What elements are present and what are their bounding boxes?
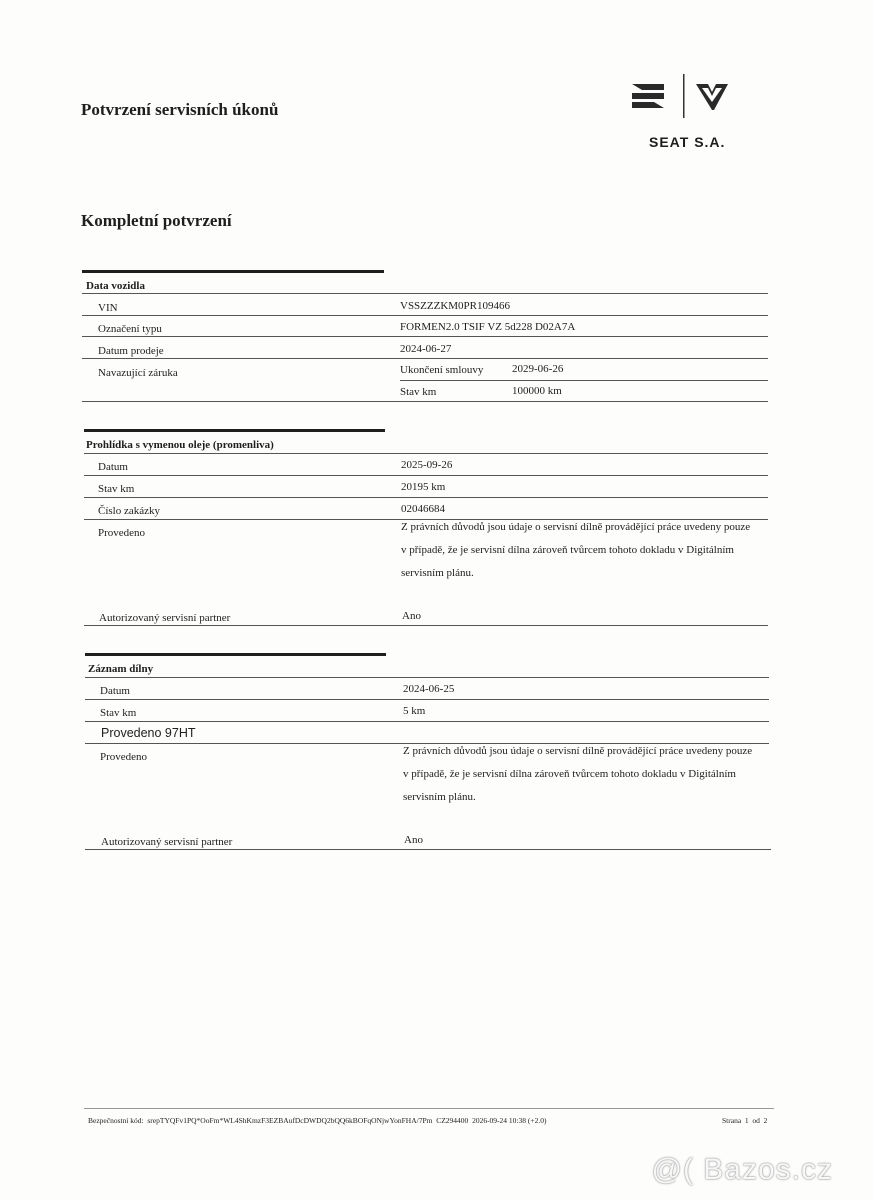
section-rule-vehicle: [82, 270, 384, 273]
footer-divider: [84, 1108, 774, 1109]
divider: [85, 699, 769, 700]
workshop-done-note: [403, 740, 773, 809]
divider: [84, 497, 768, 498]
inspection-done-label: Provedeno: [98, 527, 146, 539]
workshop-partner-label: Autorizovaný servisní partner: [101, 836, 233, 848]
footer-security: [88, 1116, 547, 1125]
divider: [84, 475, 768, 476]
divider: [84, 453, 768, 454]
divider: [82, 401, 768, 402]
note-line: v případě, že je servisní dílna zároveň tvůrcem tohoto dokladu v Digitálním: [403, 768, 736, 780]
sale-date-label: Datum prodeje: [98, 345, 164, 357]
divider: [85, 721, 769, 722]
bazos-watermark: @( Bazos.cz: [651, 1153, 833, 1186]
note-line: servisním plánu.: [403, 791, 476, 803]
note-line: Z právních důvodů jsou údaje o servisní dílně provádějící práce uvedeny pouze: [401, 521, 751, 533]
inspection-date-value: 2025-09-26: [401, 459, 453, 471]
section-rule-inspection: [84, 429, 385, 432]
warranty-label: Navazující záruka: [98, 367, 178, 379]
workshop-date-value: 2024-06-25: [403, 683, 455, 695]
vin-value: VSSZZZKM0PR109466: [400, 300, 511, 312]
type-label: Označení typu: [98, 323, 162, 335]
sale-date-value: 2024-06-27: [400, 343, 452, 355]
warranty-km-label: Stav km: [400, 386, 437, 398]
workshop-done-label: Provedeno: [100, 751, 148, 763]
inspection-done-note: [401, 516, 771, 585]
workshop-date-label: Datum: [100, 685, 130, 697]
page-number: Strana 1 od 2: [722, 1116, 768, 1125]
contract-end-value: 2029-06-26: [512, 363, 564, 375]
inspection-date-label: Datum: [98, 461, 128, 473]
type-value: FORMEN2.0 TSIF VZ 5d228 D02A7A: [400, 321, 576, 333]
note-line: Z právních důvodů jsou údaje o servisní dílně provádějící práce uvedeny pouze: [403, 745, 753, 757]
divider: [400, 380, 768, 381]
divider: [84, 625, 768, 626]
contract-end-label: Ukončení smlouvy: [400, 364, 484, 376]
warranty-km-value: 100000 km: [512, 385, 562, 397]
workshop-partner-value: Ano: [404, 834, 423, 846]
divider: [85, 677, 769, 678]
inspection-partner-label: Autorizovaný servisní partner: [99, 612, 231, 624]
security-code: srepTYQFv1PQ*OoFm*WL4ShKmzF3EZBAufDcDWDQ2bQQ6kBOFqONjwYonFHA/7Pm: [147, 1116, 433, 1125]
inspection-km-value: 20195 km: [401, 481, 446, 493]
note-line: servisním plánu.: [401, 567, 474, 579]
subtitle: Kompletní potvrzení: [81, 211, 232, 230]
document-id: CZ294400: [436, 1116, 469, 1125]
divider: [82, 358, 768, 359]
brand-name: SEAT S.A.: [649, 134, 726, 150]
workshop-km-value: 5 km: [403, 705, 426, 717]
document-title: Potvrzení servisních úkonů: [81, 100, 279, 119]
section-heading-workshop: Záznam dílny: [88, 663, 154, 675]
workshop-extra-line: Provedeno 97HT: [101, 726, 196, 740]
seat-cupra-logo: [628, 72, 738, 122]
timestamp: 2026-09-24 10:38 (+2.0): [472, 1116, 547, 1125]
section-heading-inspection: Prohlídka s vymenou oleje (promenliva): [86, 439, 274, 451]
inspection-km-label: Stav km: [98, 483, 135, 495]
order-number-label: Číslo zakázky: [98, 505, 161, 517]
security-code-label: Bezpečnostní kód:: [88, 1116, 144, 1125]
order-number-value: 02046684: [401, 503, 445, 515]
note-line: v případě, že je servisní dílna zároveň tvůrcem tohoto dokladu v Digitálním: [401, 544, 734, 556]
inspection-partner-value: Ano: [402, 610, 421, 622]
divider: [85, 849, 771, 850]
divider: [82, 336, 768, 337]
divider: [82, 293, 768, 294]
divider: [82, 315, 768, 316]
workshop-km-label: Stav km: [100, 707, 137, 719]
vin-label: VIN: [98, 302, 118, 314]
section-heading-vehicle: Data vozidla: [86, 280, 145, 292]
section-rule-workshop: [85, 653, 386, 656]
